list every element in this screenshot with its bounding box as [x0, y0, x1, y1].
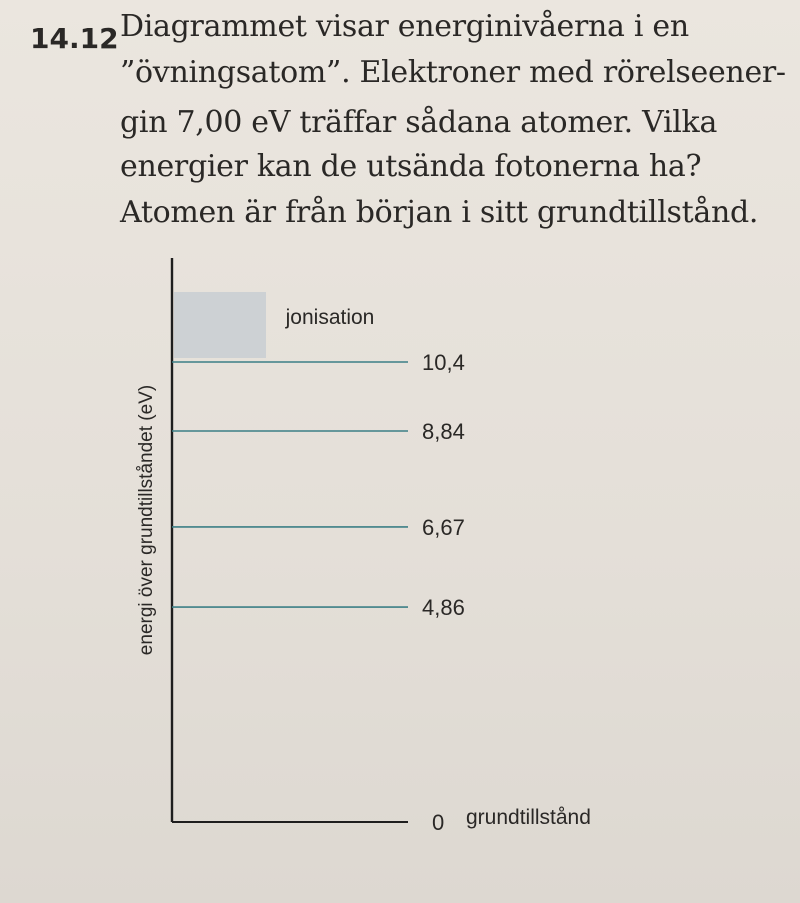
problem-number: 14.12: [30, 22, 119, 55]
ionization-region: [174, 292, 266, 358]
energy-level-label: 10,4: [422, 350, 465, 375]
problem-text-line-4: energier kan de utsända fotonerna ha?: [120, 149, 702, 184]
ground-state-name: grundtillstånd: [466, 806, 591, 829]
problem-text-line-5: Atomen är från början i sitt grundtillstånd.: [120, 195, 759, 230]
ionization-label: jonisation: [285, 306, 375, 329]
axis-label: energi över grundtillståndet (eV): [136, 384, 157, 656]
energy-levels: [172, 350, 591, 835]
problem-text-line-2: ”övningsatom”. Elektroner med rörelseener-: [120, 55, 786, 90]
problem-text-line-3: gin 7,00 eV träffar sådana atomer. Vilka: [120, 105, 718, 140]
problem-text-line-1: Diagrammet visar energinivåerna i en: [120, 9, 689, 44]
energy-level-label: 6,67: [422, 514, 465, 540]
energy-level-label: 4,86: [422, 595, 465, 621]
energy-level-label: 0: [432, 810, 445, 835]
energy-level-label: 8,84: [422, 419, 465, 444]
